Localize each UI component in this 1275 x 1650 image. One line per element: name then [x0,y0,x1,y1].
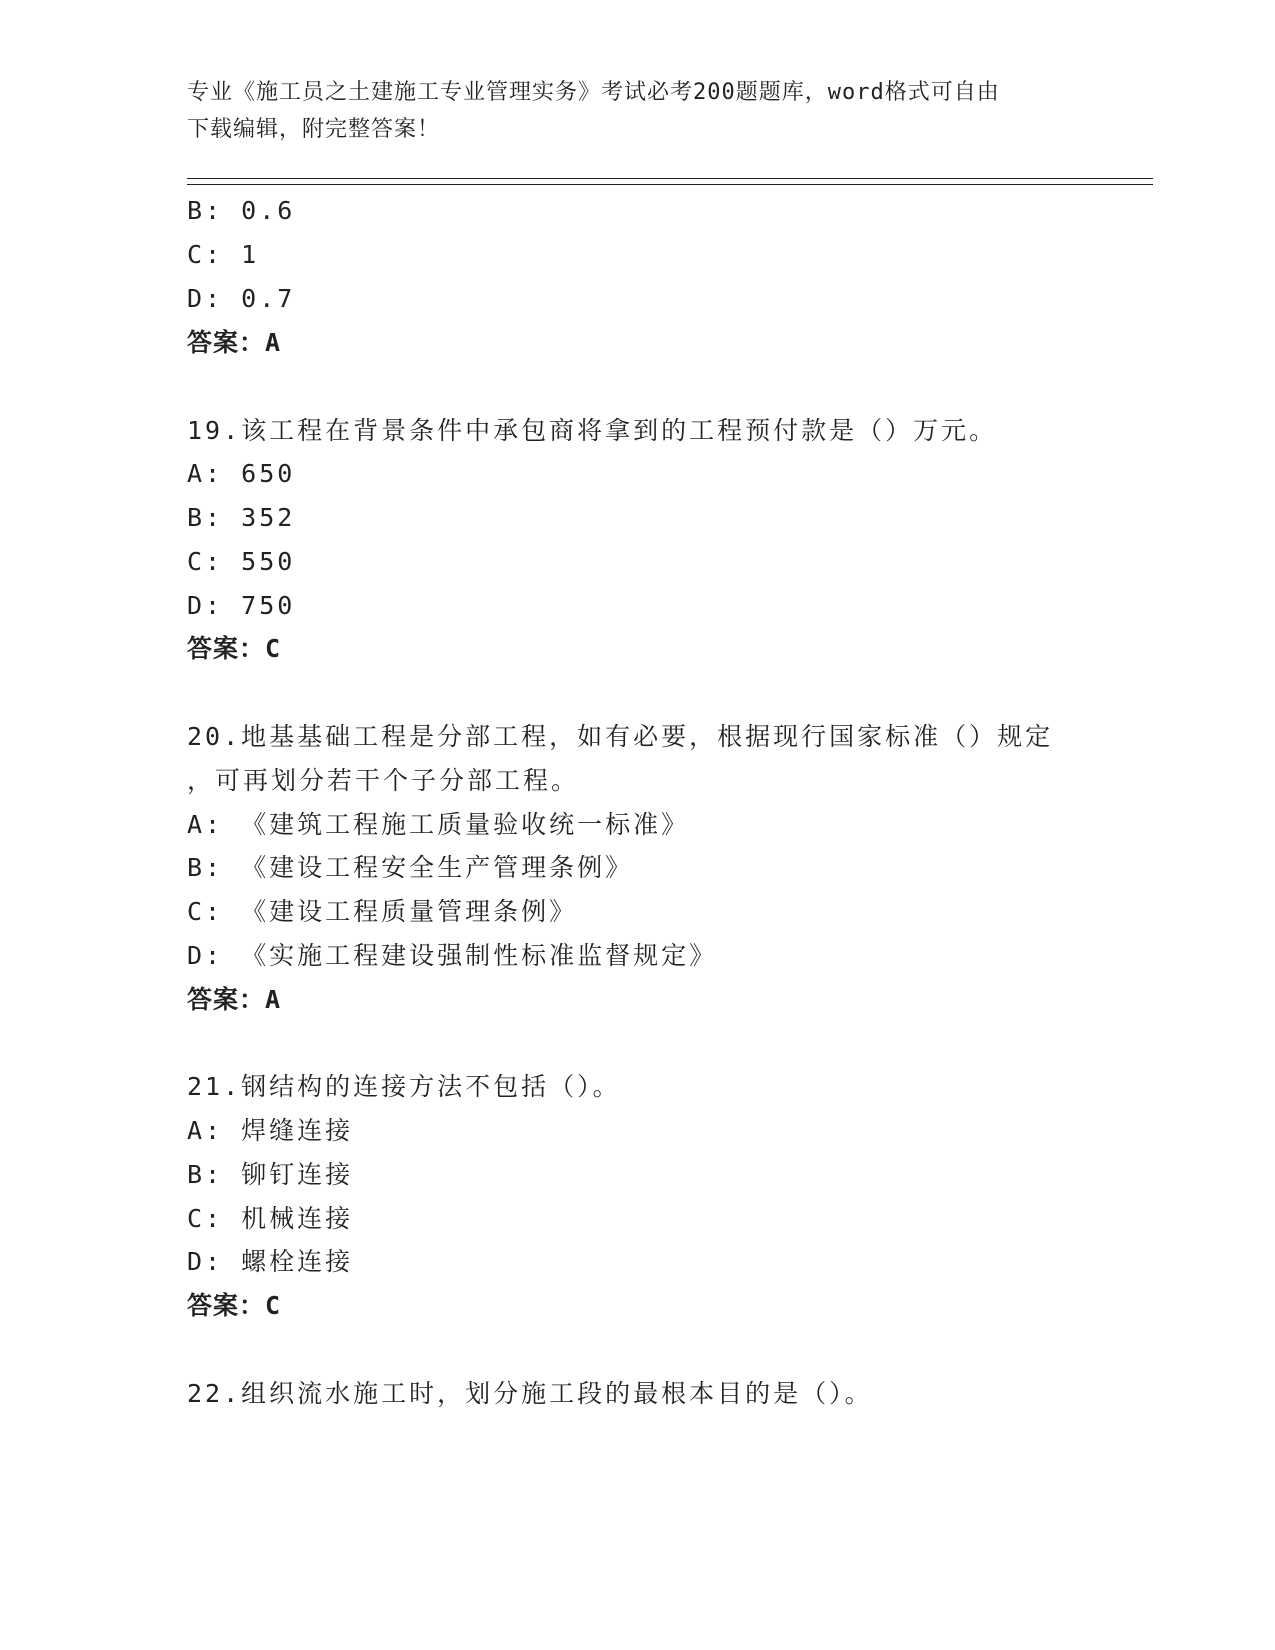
option-label: A: [187,1116,224,1145]
header-divider-top [187,178,1153,179]
option-line [187,547,295,577]
option-text: 《实施工程建设强制性标准监督规定》 [241,941,718,970]
option-line [187,810,689,840]
answer-line: 答案：A [187,328,282,357]
option-label: D: [187,284,224,313]
option-line [187,1204,353,1234]
option-text: 铆钉连接 [241,1160,354,1189]
option-line [187,897,577,927]
question-stem: 21.钢结构的连接方法不包括（）。 [187,1072,621,1101]
option-text: 650 [241,459,296,488]
option-line [187,503,295,533]
question-stem: 22.组织流水施工时，划分施工段的最根本目的是（）。 [187,1379,873,1408]
option-text: 0.7 [241,284,296,313]
option-text: 0.6 [241,196,296,225]
option-label: D: [187,941,224,970]
option-text: 《建设工程安全生产管理条例》 [241,853,634,882]
option-line [187,941,717,971]
answer-line: 答案：A [187,985,282,1014]
option-line [187,459,295,489]
option-line [187,196,295,226]
option-line [187,591,295,621]
option-line [187,1247,353,1277]
option-line [187,1116,353,1146]
option-label: C: [187,897,224,926]
option-label: D: [187,591,224,620]
option-text: 《建筑工程施工质量验收统一标准》 [241,810,690,839]
option-text: 750 [241,591,296,620]
option-label: D: [187,1247,224,1276]
document-header [187,74,1067,148]
option-text: 焊缝连接 [241,1116,354,1145]
option-line [187,1160,353,1190]
option-line [187,240,259,270]
option-label: B: [187,853,224,882]
question-stem: 20.地基基础工程是分部工程，如有必要，根据现行国家标准（）规定 [187,722,1054,751]
option-text: 550 [241,547,296,576]
option-line [187,853,633,883]
option-label: C: [187,547,224,576]
option-label: A: [187,810,224,839]
option-label: B: [187,196,224,225]
option-text: 机械连接 [241,1204,354,1233]
option-label: C: [187,240,224,269]
answer-line: 答案：C [187,1291,282,1320]
option-text: 352 [241,503,296,532]
option-label: B: [187,1160,224,1189]
option-line [187,284,295,314]
option-text: 《建设工程质量管理条例》 [241,897,578,926]
option-text: 1 [241,240,260,269]
option-label: C: [187,1204,224,1233]
header-line-2: 下载编辑，附完整答案！ [187,117,441,142]
answer-line: 答案：C [187,634,282,663]
header-divider-bottom [187,184,1153,185]
option-label: A: [187,459,224,488]
header-line-1: 专业《施工员之土建施工专业管理实务》考试必考200题题库，word格式可自由 [187,80,1000,105]
question-stem-continuation: ，可再划分若干个子分部工程。 [187,766,580,795]
question-stem: 19.该工程在背景条件中承包商将拿到的工程预付款是（）万元。 [187,416,998,445]
option-label: B: [187,503,224,532]
option-text: 螺栓连接 [241,1247,354,1276]
